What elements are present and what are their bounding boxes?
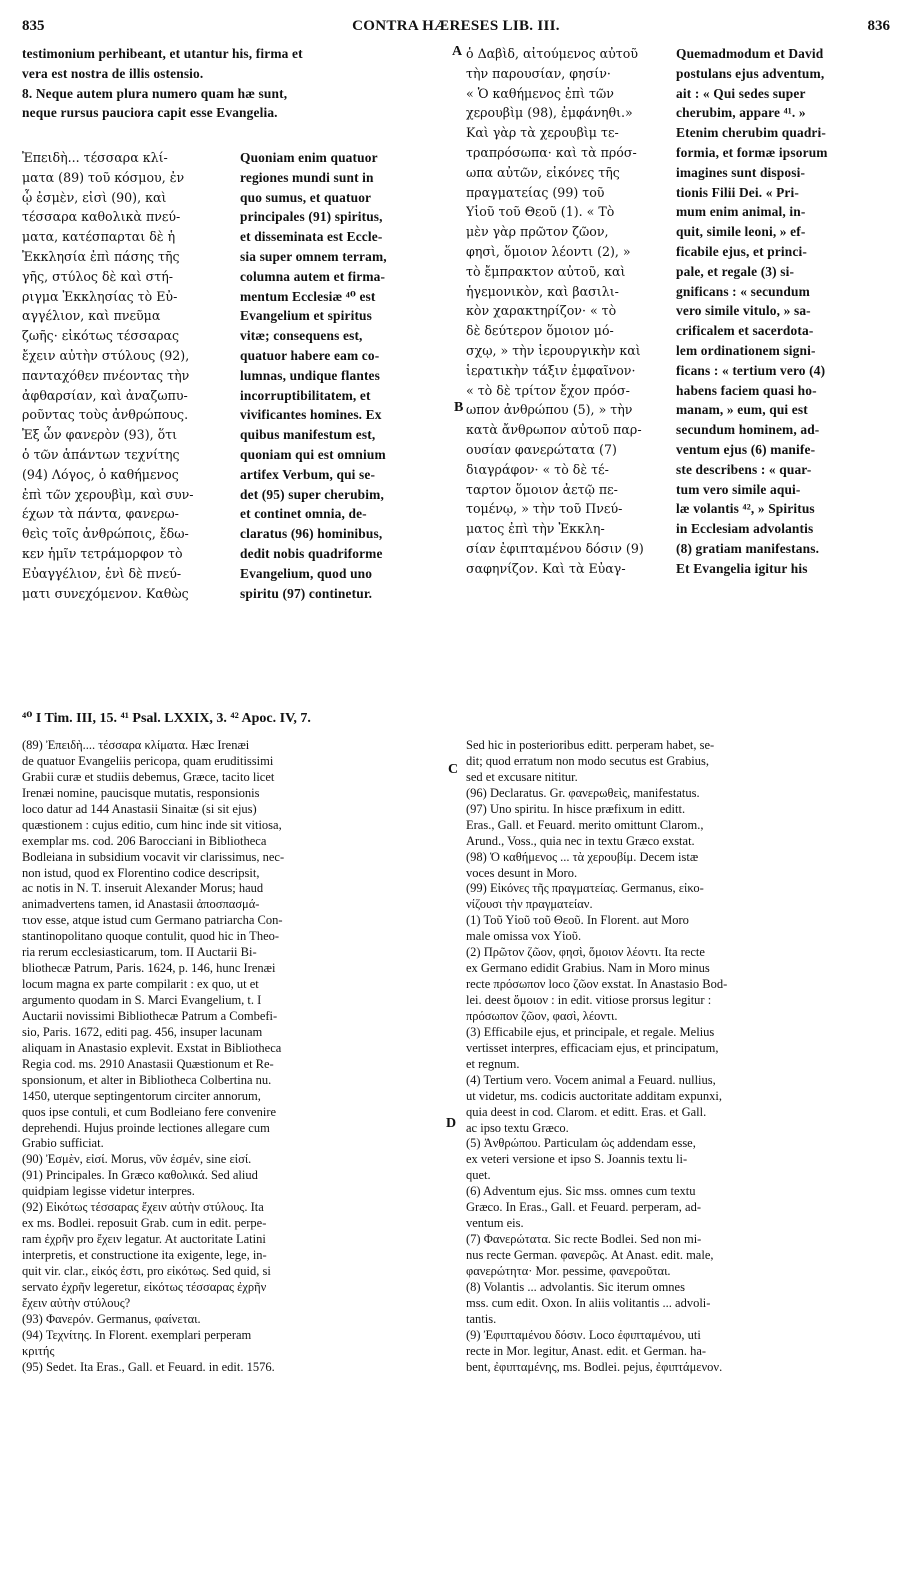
text-line: nus recte German. φανερῶς. At Anast. edit. male,: [466, 1248, 714, 1262]
text-line: interpretis, et constructione ita exigente, lege, in-: [22, 1248, 267, 1262]
text-line: χερουβὶμ (98), ἐμφάνηθι.»: [466, 105, 633, 121]
text-line: Καὶ γὰρ τὰ χερουβὶμ τε-: [466, 125, 619, 141]
text-line: secundum hominem, ad-: [676, 422, 820, 438]
text-line: locum magna ex parte compilarit : ex quo, ut et: [22, 977, 259, 992]
text-line: (93) Φανερόν. Germanus, φαίνεται.: [22, 1311, 201, 1326]
text-line: (89) Ἐπειδὴ.... τέσσαρα κλίματα. Hæc Irenæi: [22, 738, 250, 752]
text-line: πανταχόθεν πνέοντας τὴν: [22, 367, 190, 383]
text-line: manam, » eum, qui est: [676, 402, 808, 418]
text-line: ματα (89) τοῦ κόσμου, ἐν: [22, 169, 185, 185]
text-line: διαγράφον· « τὸ δὲ τέ-: [466, 461, 609, 477]
text-line: sponsionum, et alter in Bibliotheca Colbertina nu.: [22, 1072, 272, 1087]
margin-letter-c: C: [448, 762, 459, 777]
text-line: quia deest in cod. Clarom. et editt. Eras. et Gall.: [466, 1104, 707, 1119]
text-line: et disseminata est Eccle-: [240, 229, 383, 245]
text-line: ματα, κατέσπαρται δὲ ἡ: [22, 229, 176, 245]
text-line: ροῦντας τοὺς ἀνθρώπους.: [22, 407, 189, 423]
text-line: vertisset interpres, efficaciam ejus, et principatum,: [466, 1040, 719, 1055]
text-line: (96) Declaratus. Gr. φανερωθεὶς, manifestatus.: [466, 785, 700, 800]
text-line: (5) Ἀνθρώπου. Particulam ὡς addendam esse,: [466, 1136, 696, 1151]
page-number-right: 836: [867, 18, 890, 34]
text-line: (95) Sedet. Ita Eras., Gall. et Feuard. in edit. 1576.: [22, 1359, 275, 1374]
text-line: Υἱοῦ τοῦ Θεοῦ (1). « Τὸ: [466, 204, 615, 220]
text-line: ριγμα Ἐκκλησίας τὸ Εὐ-: [22, 288, 178, 304]
text-line: quo sumus, et quatuor: [240, 189, 372, 205]
text-line: quit vir. clar., εἰκός ἐστι, pro εἰκότως. Sed quid, si: [22, 1263, 271, 1278]
text-line: tionis Filii Dei. « Pri-: [676, 184, 799, 200]
margin-letter-a: A: [452, 44, 463, 59]
footnotes-right-column: [466, 738, 890, 1376]
text-line: (94) Τεχνίτης. In Florent. exemplari perperam: [22, 1327, 252, 1342]
footnotes-left-column: [22, 738, 444, 1376]
text-line: regiones mundi sunt in: [240, 169, 374, 185]
text-line: (8) Volantis ... advolantis. Sic iterum omnes: [466, 1279, 685, 1294]
text-line: Sed hic in posterioribus editt. perperam habet, se-: [466, 738, 715, 752]
text-line: Evangelium et spiritus: [240, 308, 373, 324]
greek-text-column-left: [22, 148, 234, 603]
text-line: vero simile vitulo, » sa-: [676, 303, 811, 319]
text-line: ωπα αὐτῶν, εἰκόνες τῆς: [466, 164, 620, 180]
text-line: « τὸ δὲ τρίτον ἔχον πρόσ-: [466, 382, 630, 398]
text-line: columna autem et firma-: [240, 268, 386, 284]
text-line: Ἐπειδὴ... τέσσαρα κλί-: [22, 150, 168, 165]
text-line: lumnas, undique flantes: [240, 367, 381, 383]
running-title: CONTRA HÆRESES LIB. III.: [352, 18, 560, 34]
text-line: σαφηνίζον. Καὶ τὰ Εὐαγ-: [466, 560, 626, 576]
text-line: formia, et formæ ipsorum: [676, 144, 828, 160]
text-line: quoniam qui est omnium: [240, 446, 386, 462]
text-line: ac notis in N. T. inseruit Alexander Morus; haud: [22, 881, 264, 896]
text-line: ωπον ἀνθρώπου (5), » τὴν: [466, 402, 633, 418]
text-line: (8) gratiam manifestans.: [676, 540, 820, 556]
text-line: θεὶς τοῖς ἀνθρώποις, ἔδω-: [22, 526, 189, 542]
text-line: vivificantes homines. Ex: [240, 407, 382, 423]
text-line: quibus manifestum est,: [240, 427, 376, 443]
text-line: quit, simile leoni, » ef-: [676, 224, 806, 240]
text-line: mentum Ecclesiæ ⁴⁰ est: [240, 288, 376, 304]
text-line: ἐπὶ τῶν χερουβὶμ, καὶ συν-: [22, 486, 194, 502]
text-line: mss. cum edit. Oxon. In aliis volitantis ... advoli-: [466, 1295, 711, 1310]
text-line: ματι συνεχόμενον. Καθὼς: [22, 585, 189, 601]
text-line: Eras., Gall. et Feuard. merito omittunt Clarom.,: [466, 817, 704, 832]
text-line: κὸν χαρακτηρίζον· « τὸ: [466, 303, 617, 319]
text-line: Bodleiana in subsidium vocavit vir clarissimus, nec-: [22, 849, 285, 864]
top-full-width-latin: [22, 44, 462, 123]
text-line: (4) Tertium vero. Vocem animal a Feuard. nullius,: [466, 1072, 716, 1087]
text-line: et regnum.: [466, 1056, 520, 1071]
text-line: ficans : « tertium vero (4): [676, 362, 826, 378]
text-line: sed et excusare nititur.: [466, 769, 578, 784]
text-line: ventum eis.: [466, 1216, 524, 1231]
text-line: σχῳ, » τὴν ἱερουργικὴν καὶ: [466, 342, 641, 358]
text-line: bent, ἐφιπταμένης, ms. Bodlei. pejus, ἐφιπτάμενον.: [466, 1359, 723, 1374]
text-line: mum enim animal, in-: [676, 204, 806, 220]
text-line: σίαν ἐφιπταμένου δόσιν (9): [466, 540, 644, 556]
text-line: ex Germano edidit Grabius. Nam in Moro minus: [466, 961, 710, 976]
text-line: quet.: [466, 1168, 491, 1183]
text-line: δὲ δεύτερον ὅμοιον μό-: [466, 323, 614, 339]
text-line: Græco. In Eras., Gall. et Feuard. perperam, ad-: [466, 1200, 701, 1215]
latin-text-column-left: [240, 148, 462, 603]
text-line: læ volantis ⁴², » Spiritus: [676, 501, 815, 517]
text-line: φανερώτητα· Mor. pessime, φανεροῦται.: [466, 1263, 671, 1278]
text-line: lem ordinationem signi-: [676, 342, 816, 358]
text-line: τιον esse, atque istud cum Germano patriarcha Con-: [22, 913, 283, 928]
text-line: exemplar ms. cod. 206 Barocciani in Bibliotheca: [22, 833, 267, 848]
page-number-left: 835: [22, 18, 45, 34]
text-line: (1) Τοῦ Υἱοῦ τοῦ Θεοῦ. In Florent. aut Moro: [466, 913, 689, 928]
text-line: quos ipse contuli, et cum Bodleiano fere convenire: [22, 1104, 277, 1119]
text-line: quidpiam legisse videtur interpres.: [22, 1184, 195, 1199]
text-line: testimonium perhibeant, et utantur his, firma et: [22, 46, 303, 61]
running-header: [22, 18, 890, 40]
text-line: κεν ἡμῖν τετράμορφον τὸ: [22, 545, 183, 561]
text-line: Arund., Voss., quia nec in textu Græco exstat.: [466, 833, 695, 848]
text-line: κατὰ ἄνθρωπον αὐτοῦ παρ-: [466, 422, 642, 438]
text-line: ex veteri versione et ipso S. Joannis textu li-: [466, 1152, 688, 1167]
text-line: Etenim cherubim quadri-: [676, 125, 827, 141]
text-line: aliquam in Anastasio explevit. Exstat in Bibliotheca: [22, 1040, 282, 1055]
text-line: ait : « Qui sedes super: [676, 85, 806, 101]
text-line: animadvertens tamen, id Anastasii ἀποσπασμά-: [22, 897, 260, 912]
text-line: loco datur ad 144 Anastasii Sinaitæ (si sit ejus): [22, 801, 257, 816]
text-line: habens faciem quasi ho-: [676, 382, 817, 398]
text-line: ματος ἐπὶ τὴν Ἐκκλη-: [466, 521, 605, 537]
margin-letter-d: D: [446, 1116, 457, 1131]
text-line: gnificans : « secundum: [676, 283, 810, 299]
text-line: τὸ ἔμπρακτον αὐτοῦ, καὶ: [466, 263, 626, 279]
text-line: pale, et regale (3) si-: [676, 263, 795, 279]
text-line: tum vero simile aqui-: [676, 481, 801, 497]
text-line: sia super omnem terram,: [240, 248, 387, 264]
text-line: ὁ τῶν ἁπάντων τεχνίτης: [22, 446, 180, 462]
text-line: Ἐξ ὧν φανερὸν (93), ὅτι: [22, 427, 178, 443]
text-line: dit; quod erratum non modo secutus est Grabius,: [466, 753, 710, 768]
text-line: έχων τὰ πάντα, φανερω-: [22, 506, 179, 522]
text-line: imagines sunt disposi-: [676, 164, 806, 180]
text-line: recte in Mor. legitur, Anast. edit. et German. ha-: [466, 1343, 707, 1358]
text-line: dedit nobis quadriforme: [240, 545, 383, 561]
text-line: τέσσαρα καθολικὰ πνεύ-: [22, 209, 181, 225]
text-line: incorruptibilitatem, et: [240, 387, 371, 403]
text-line: artifex Verbum, qui se-: [240, 466, 376, 482]
text-line: male omissa vox Υἱοῦ.: [466, 929, 582, 944]
text-line: ram ἐχρῆν pro ἔχειν legatur. At auctoritate Latini: [22, 1232, 266, 1247]
text-line: ὁ Δαβὶδ, αἰτούμενος αὐτοῦ: [466, 46, 639, 61]
text-line: ac ipso textu Græco.: [466, 1120, 569, 1135]
text-line: (92) Εἰκότως τέσσαρας ἔχειν αὐτὴν στύλους. Ita: [22, 1200, 264, 1215]
text-line: Et Evangelia igitur his: [676, 560, 808, 576]
text-line: ουσίαν φανερώτατα (7): [466, 441, 617, 457]
text-line: (97) Uno spiritu. In hisce præfixum in editt.: [466, 801, 686, 816]
text-line: ste describens : « quar-: [676, 461, 812, 477]
text-line: det (95) super cherubim,: [240, 486, 384, 502]
text-line: claratus (96) hominibus,: [240, 526, 383, 542]
text-line: Auctarii novissimi Bibliothecæ Patrum a Combefi-: [22, 1008, 278, 1023]
text-line: γῆς, στύλος δὲ καὶ στή-: [22, 268, 173, 284]
text-line: μὲν γὰρ πρῶτον ζῶον,: [466, 224, 609, 240]
text-line: ἔχειν αὐτὴν στύλους (92),: [22, 347, 190, 363]
text-line: (6) Adventum ejus. Sic mss. omnes cum textu: [466, 1184, 696, 1199]
text-line: ut videtur, ms. codicis auctoritate additam expunxi,: [466, 1088, 723, 1103]
text-line: Grabio sufficiat.: [22, 1136, 104, 1151]
text-line: ζωῆς· εἰκότως τέσσαρας: [22, 328, 180, 344]
text-line: ᾧ ἐσμὲν, εἰσὶ (90), καὶ: [22, 189, 167, 205]
text-line: tantis.: [466, 1311, 497, 1326]
text-line: 8. Neque autem plura numero quam hæ sunt,: [22, 85, 288, 101]
text-line: voces desunt in Moro.: [466, 865, 578, 880]
text-line: Grabii curæ et studiis debemus, Græce, tacito licet: [22, 769, 275, 784]
text-line: vera est nostra de illis ostensio.: [22, 65, 204, 81]
text-line: τὴν παρουσίαν, φησίν·: [466, 65, 611, 81]
text-line: αγγέλιον, καὶ πνεῦμα: [22, 308, 161, 324]
text-line: (94) Λόγος, ὁ καθήμενος: [22, 466, 179, 482]
text-line: φησὶ, ὅμοιον λέοντι (2), »: [466, 243, 631, 259]
margin-letter-b: B: [454, 400, 464, 415]
text-line: vitæ; consequens est,: [240, 328, 363, 344]
text-line: neque rursus pauciora capit esse Evangelia.: [22, 105, 278, 121]
text-line: ficabile ejus, et princi-: [676, 243, 807, 259]
greek-text-column-right: [466, 44, 671, 579]
text-line: spiritu (97) continetur.: [240, 585, 373, 601]
text-line: cherubim, appare ⁴¹. »: [676, 105, 806, 121]
text-line: quæstionem : cujus editio, cum hinc inde sit vitiosa,: [22, 817, 282, 832]
text-line: ria rerum ecclesiasticarum, tom. II Auctarii Bi-: [22, 945, 257, 960]
text-line: 1450, uterque septingentorum circiter annorum,: [22, 1088, 261, 1103]
text-line: quatuor habere eam co-: [240, 347, 380, 363]
text-line: recte πρόσωπον loco ζῶον exstat. In Anastasio Bod-: [466, 977, 728, 992]
text-line: ex ms. Bodlei. reposuit Grab. cum in edit. perpe-: [22, 1216, 267, 1231]
text-line: πραγματείας (99) τοῦ: [466, 184, 605, 200]
text-line: bliothecæ Patrum, Paris. 1624, p. 146, hunc Irenæi: [22, 961, 276, 976]
text-line: Quoniam enim quatuor: [240, 150, 378, 165]
text-line: νίζουσι τὴν πραγματείαν.: [466, 897, 593, 912]
text-line: ἱερατικὴν τάξιν ἐμφαῖνον·: [466, 362, 636, 378]
text-line: lei. deest ὅμοιον : in edit. vitiose prorsus legitur :: [466, 993, 712, 1007]
text-line: Ἐκκλησία ἐπὶ πάσης τῆς: [22, 248, 180, 264]
text-line: sio, Paris. 1672, editi pag. 456, insuper lacunam: [22, 1024, 263, 1039]
text-line: (2) Πρῶτον ζῶον, φησὶ, ὅμοιον λέοντι. Ita recte: [466, 945, 705, 960]
text-line: Irenæi nomine, paucisque mutatis, responsionis: [22, 785, 260, 800]
text-line: (90) Ἐσμὲν, εἰσί. Morus, νῦν ἐσμέν, sine εἰσί.: [22, 1152, 252, 1167]
text-line: κριτής: [22, 1343, 55, 1358]
text-line: crificalem et sacerdota-: [676, 323, 814, 339]
text-line: « Ὁ καθήμενος ἐπὶ τῶν: [466, 85, 614, 101]
text-line: non istud, quod ex Florentino codice descripsit,: [22, 865, 260, 880]
text-line: Quemadmodum et David: [676, 46, 824, 61]
text-line: (98) Ὁ καθήμενος ... τὰ χερουβίμ. Decem istæ: [466, 849, 699, 864]
text-line: Evangelium, quod uno: [240, 565, 373, 581]
text-line: in Ecclesiam advolantis: [676, 521, 814, 537]
text-line: (91) Principales. In Græco καθολικά. Sed aliud: [22, 1168, 258, 1183]
text-line: (7) Φανερώτατα. Sic recte Bodlei. Sed non mi-: [466, 1232, 702, 1247]
text-line: Regia cod. ms. 2910 Anastasii Quæstionum et Re-: [22, 1056, 274, 1071]
text-line: principales (91) spiritus,: [240, 209, 383, 225]
text-line: πρόσωπον ζῶον, φασὶ, λέοντι.: [466, 1008, 618, 1023]
text-line: Εὐαγγέλιον, ἑνὶ δὲ πνεύ-: [22, 565, 182, 581]
text-line: postulans ejus adventum,: [676, 65, 825, 81]
text-line: de quatuor Evangeliis pericopa, quam eruditissimi: [22, 753, 274, 768]
scripture-references: ⁴⁰ I Tim. III, 15. ⁴¹ Psal. LXXIX, 3. ⁴² Apoc. IV, 7.: [22, 711, 311, 726]
latin-text-column-right: [676, 44, 890, 579]
text-line: et continet omnia, de-: [240, 506, 367, 522]
text-line: stantinopolitano quoque contulit, quod hic in Theo-: [22, 929, 280, 944]
text-line: ταρτον ὅμοιον ἀετῷ πε-: [466, 481, 618, 497]
text-line: ventum ejus (6) manife-: [676, 441, 816, 457]
text-line: argumento quodam in S. Marci Evangelium, t. I: [22, 993, 262, 1007]
text-line: servato ἐχρῆν legeretur, εἰκότως τέσσαρας ἐχρῆν: [22, 1279, 267, 1294]
text-line: τραπρόσωπα· καὶ τὰ πρόσ-: [466, 144, 637, 160]
text-line: (99) Εἰκόνες τῆς πραγματείας. Germanus, εἰκο-: [466, 881, 704, 896]
text-line: τομένῳ, » τὴν τοῦ Πνεύ-: [466, 501, 623, 517]
text-line: (9) Ἐφιπταμένου δόσιν. Loco ἐφιπταμένου, uti: [466, 1327, 701, 1342]
text-line: ἡγεμονικὸν, καὶ βασιλι-: [466, 283, 619, 299]
text-line: ἔχειν αὐτὴν στύλους?: [22, 1295, 131, 1310]
text-line: deprehendi. Hujus proinde lectiones allegare cum: [22, 1120, 270, 1135]
text-line: ἀφθαρσίαν, καὶ ἀναζωπυ-: [22, 387, 188, 403]
text-line: (3) Efficabile ejus, et principale, et regale. Melius: [466, 1024, 715, 1039]
